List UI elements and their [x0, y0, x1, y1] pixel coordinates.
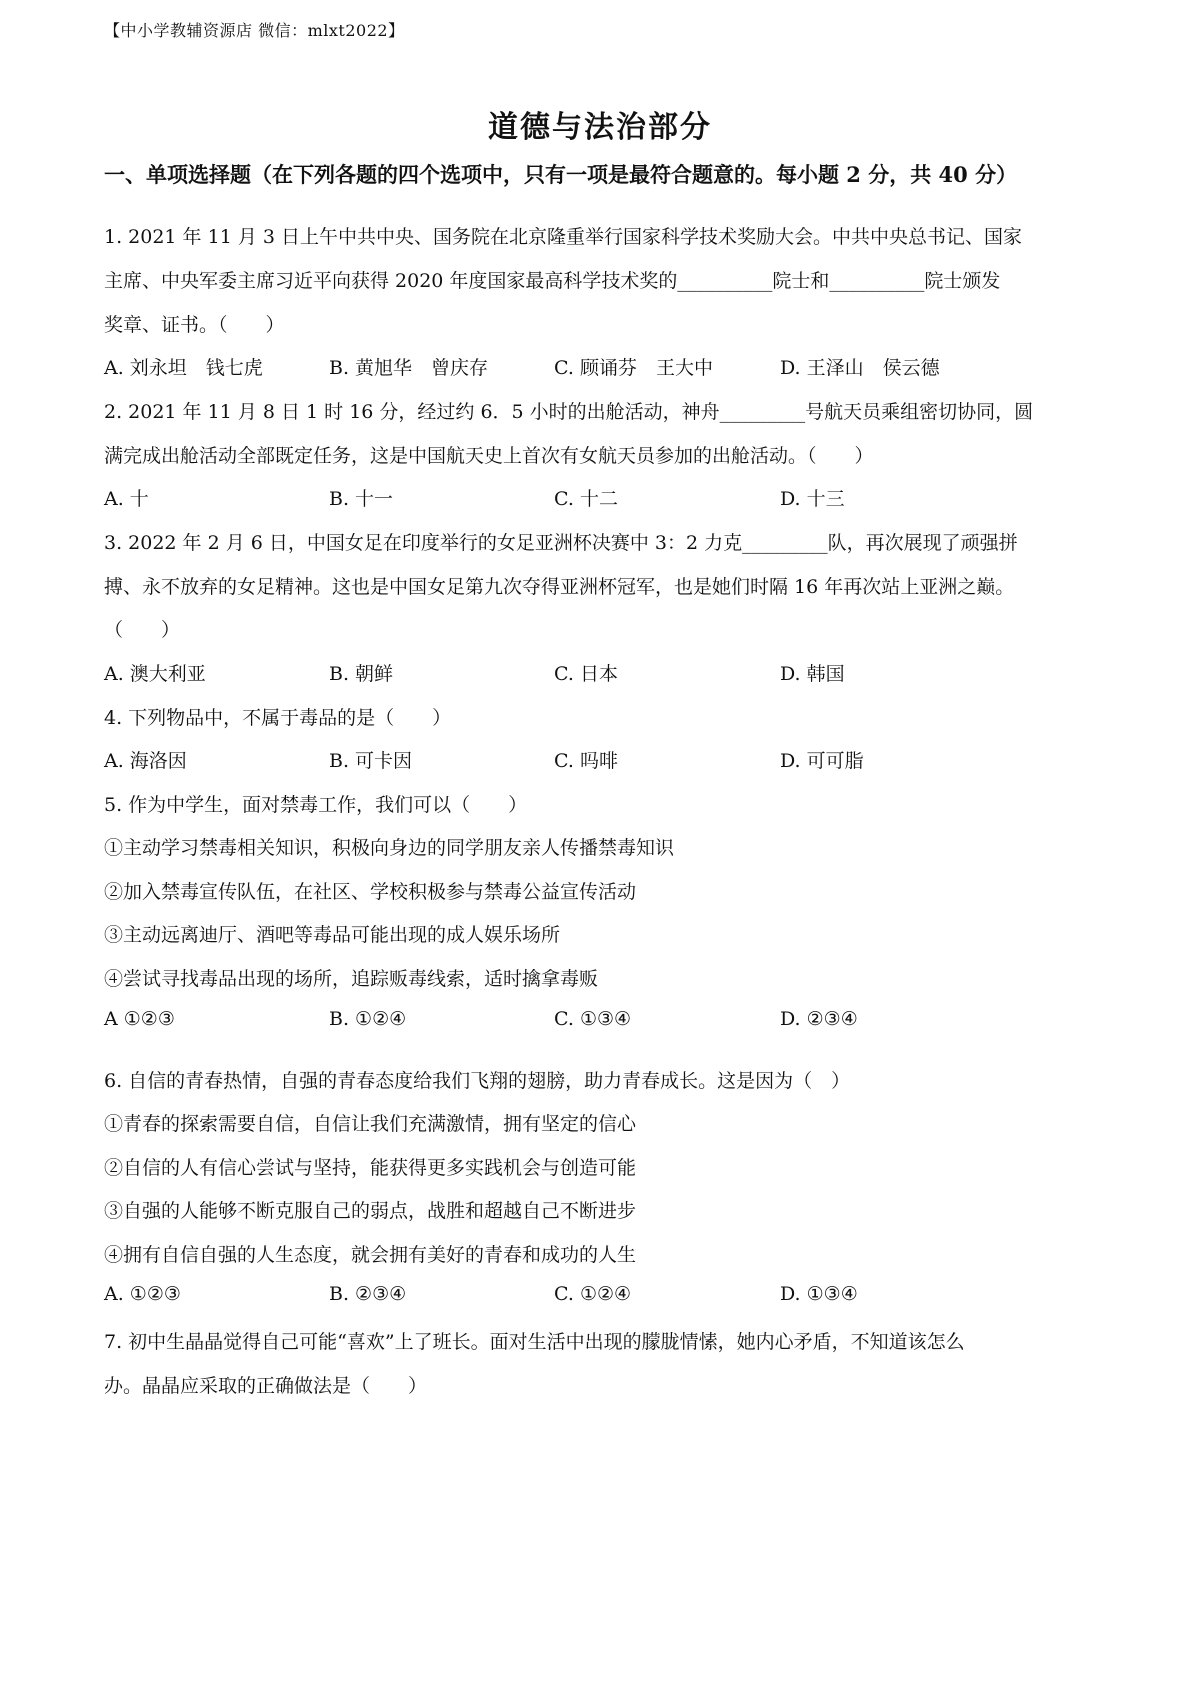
q7-line-2: 办。晶晶应采取的正确做法是（ ）: [104, 1375, 428, 1397]
q1-option-c: C. 顾诵芬 王大中: [554, 357, 713, 379]
q6-statement-1: ①青春的探索需要自信，自信让我们充满激情，拥有坚定的信心: [104, 1113, 637, 1135]
q5-option-a: A ①②③: [104, 1008, 175, 1030]
q1-line-2: 主席、中央军委主席习近平向获得 2020 年度国家最高科学技术奖的__________院士和__________院士颁发: [104, 270, 1001, 292]
q1-option-a: A. 刘永坦 钱七虎: [104, 357, 263, 379]
q4-option-c: C. 吗啡: [554, 750, 618, 772]
q1-line-3: 奖章、证书。（ ）: [104, 314, 285, 336]
section-heading: 一、单项选择题（在下列各题的四个选项中，只有一项是最符合题意的。每小题 2 分，共 40 分）: [104, 162, 1018, 187]
q1-line-1: 1. 2021 年 11 月 3 日上午中共中央、国务院在北京隆重举行国家科学技术奖励大会。中共中央总书记、国家: [104, 226, 1022, 248]
q4-option-a: A. 海洛因: [104, 750, 187, 772]
q7-line-1: 7. 初中生晶晶觉得自己可能“喜欢”上了班长。面对生活中出现的朦胧情愫，她内心矛盾，不知道该怎么: [104, 1331, 965, 1353]
q4-option-d: D. 可可脂: [780, 750, 864, 772]
q3-option-d: D. 韩国: [780, 663, 845, 685]
q6-option-b: B. ②③④: [329, 1283, 407, 1305]
q5-option-c: C. ①③④: [554, 1008, 632, 1030]
q2-option-a: A. 十: [104, 488, 149, 510]
q3-line-2: 搏、永不放弃的女足精神。这也是中国女足第九次夺得亚洲杯冠军，也是她们时隔 16 年再次站上亚洲之巅。: [104, 576, 1015, 598]
q3-option-b: B. 朝鲜: [329, 663, 394, 685]
q1-option-b: B. 黄旭华 曾庆存: [329, 357, 489, 379]
q5-option-d: D. ②③④: [780, 1008, 858, 1030]
q2-option-d: D. 十三: [780, 488, 845, 510]
q4-line-1: 4. 下列物品中，不属于毒品的是（ ）: [104, 707, 452, 729]
q6-statement-2: ②自信的人有信心尝试与坚持，能获得更多实践机会与创造可能: [104, 1157, 637, 1179]
q3-option-c: C. 日本: [554, 663, 618, 685]
q6-option-a: A. ①②③: [104, 1283, 181, 1305]
q2-option-c: C. 十二: [554, 488, 618, 510]
q3-line-3: （ ）: [104, 619, 181, 641]
page-title: 道德与法治部分: [488, 110, 712, 145]
header-note: 【中小学教辅资源店 微信：mlxt2022】: [104, 21, 405, 40]
q5-option-b: B. ①②④: [329, 1008, 407, 1030]
q3-option-a: A. 澳大利亚: [104, 663, 206, 685]
q5-statement-2: ②加入禁毒宣传队伍，在社区、学校积极参与禁毒公益宣传活动: [104, 881, 637, 903]
q2-line-2: 满完成出舱活动全部既定任务，这是中国航天史上首次有女航天员参加的出舱活动。（ ）: [104, 445, 874, 467]
q6-statement-3: ③自强的人能够不断克服自己的弱点，战胜和超越自己不断进步: [104, 1200, 637, 1222]
q6-option-d: D. ①③④: [780, 1283, 858, 1305]
q2-option-b: B. 十一: [329, 488, 394, 510]
q5-statement-3: ③主动远离迪厅、酒吧等毒品可能出现的成人娱乐场所: [104, 924, 561, 946]
q5-statement-4: ④尝试寻找毒品出现的场所，追踪贩毒线索，适时擒拿毒贩: [104, 968, 599, 990]
q5-line-1: 5. 作为中学生，面对禁毒工作，我们可以（ ）: [104, 794, 528, 816]
q1-option-d: D. 王泽山 侯云德: [780, 357, 940, 379]
q2-line-1: 2. 2021 年 11 月 8 日 1 时 16 分，经过约 6．5 小时的出舱活动，神舟_________号航天员乘组密切协同，圆: [104, 401, 1034, 423]
q6-line-1: 6. 自信的青春热情，自强的青春态度给我们飞翔的翅膀，助力青春成长。这是因为（ ）: [104, 1070, 851, 1092]
q6-option-c: C. ①②④: [554, 1283, 632, 1305]
q6-statement-4: ④拥有自信自强的人生态度，就会拥有美好的青春和成功的人生: [104, 1244, 637, 1266]
q5-statement-1: ①主动学习禁毒相关知识，积极向身边的同学朋友亲人传播禁毒知识: [104, 837, 675, 859]
q3-line-1: 3. 2022 年 2 月 6 日，中国女足在印度举行的女足亚洲杯决赛中 3：2 力克_________队，再次展现了顽强拼: [104, 532, 1018, 554]
q4-option-b: B. 可卡因: [329, 750, 413, 772]
